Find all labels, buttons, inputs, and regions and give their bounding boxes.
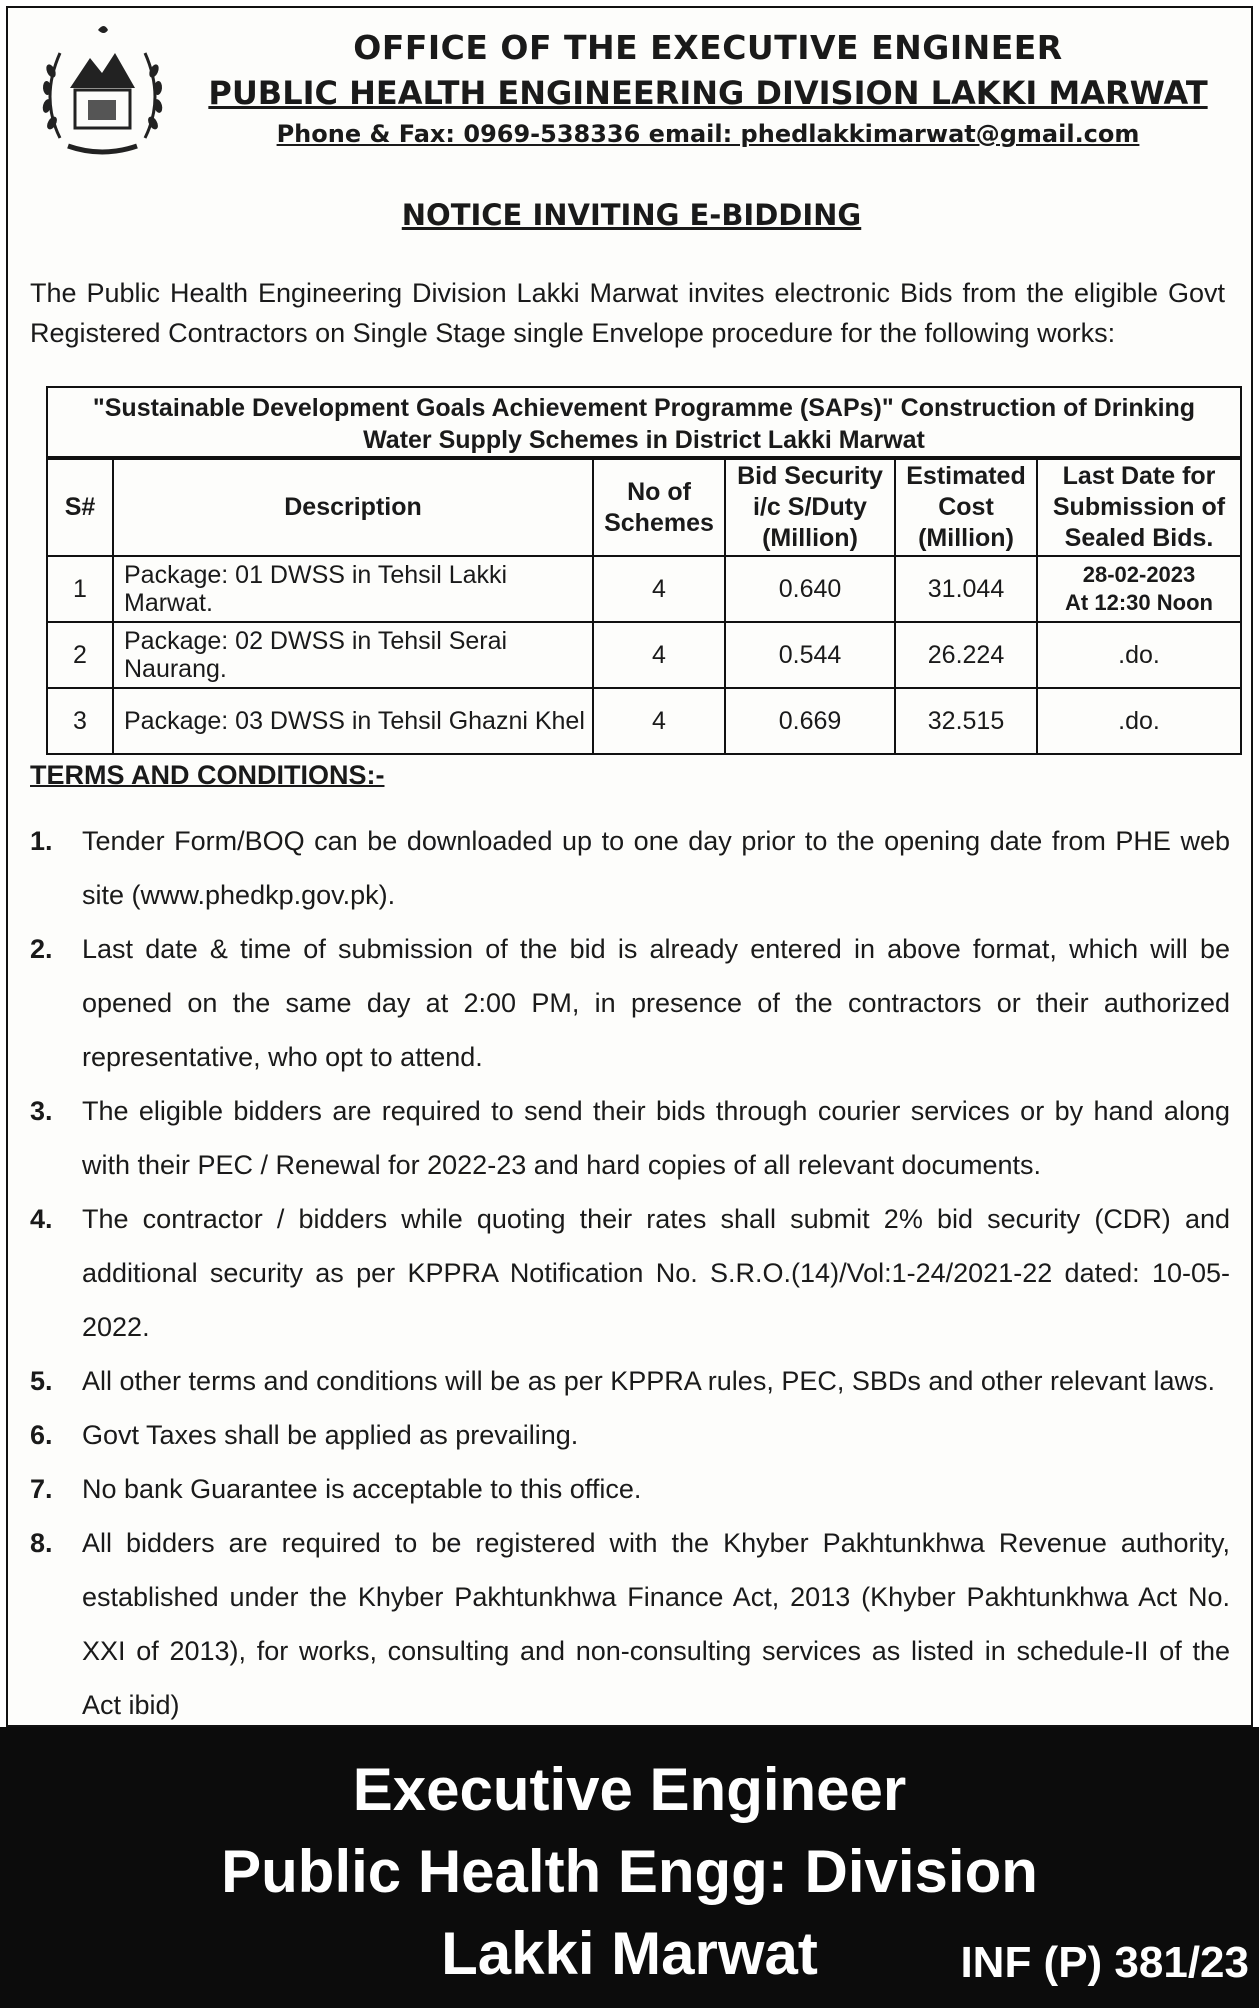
- government-seal-emblem: [30, 18, 175, 168]
- term-text: All bidders are required to be registered with the Khyber Pakhtunkhwa Revenue authority, established under the Khyber Pakhtunkhwa Finance Act, 2013 (Khyber Pakhtunkhwa Act No. XXI of 2013), for works, consulting and non-consulting services as listed in schedule-II of the Act ibid): [82, 1528, 1230, 1720]
- cell-bid-security: 0.640: [725, 556, 895, 622]
- cell-last-date: [1037, 556, 1240, 622]
- table-row: [48, 688, 1240, 753]
- col-header-estimated-cost: Estimated Cost (Million): [895, 459, 1037, 556]
- table-header-row: [48, 459, 1240, 556]
- term-text: Govt Taxes shall be applied as prevailing.: [82, 1420, 579, 1450]
- term-number: 2.: [30, 934, 53, 964]
- table-row: [48, 556, 1240, 622]
- signature-line-3: Lakki Marwat: [441, 1920, 818, 1987]
- cell-estimated-cost: 31.044: [895, 556, 1037, 622]
- notice-page: [6, 6, 1253, 1727]
- term-number: 8.: [30, 1528, 53, 1558]
- cell-bid-security: 0.544: [725, 622, 895, 688]
- term-text: Last date & time of submission of the bid is already entered in above format, which will be opened on the same day at 2:00 PM, in presence of the contractors or their authorized representative, who opt to attend.: [82, 934, 1230, 1072]
- cell-description: Package: 02 DWSS in Tehsil Serai Naurang.: [113, 622, 593, 688]
- col-header-sno: S#: [48, 459, 113, 556]
- cell-description: Package: 03 DWSS in Tehsil Ghazni Khel: [113, 688, 593, 753]
- works-table-caption: "Sustainable Development Goals Achievement Programme (SAPs)" Construction of Drinking Water Supply Schemes in District Lakki Marwat: [48, 388, 1240, 458]
- term-number: 6.: [30, 1420, 53, 1450]
- term-text: All other terms and conditions will be as per KPPRA rules, PEC, SBDs and other relevant laws.: [82, 1366, 1216, 1396]
- col-header-description: Description: [113, 459, 593, 556]
- term-text: The contractor / bidders while quoting their rates shall submit 2% bid security (CDR) and additional security as per KPPRA Notification No. S.R.O.(14)/Vol:1-24/2021-22 dated: 10-05-2022.: [82, 1204, 1230, 1342]
- cell-sno: 1: [48, 556, 113, 622]
- list-item: [30, 1462, 1230, 1516]
- intro-paragraph: The Public Health Engineering Division Lakki Marwat invites electronic Bids from the eligible Govt Registered Contractors on Single Stage single Envelope procedure for the following works:: [30, 278, 1225, 348]
- cell-schemes: 4: [593, 688, 725, 753]
- last-date-value: 28-02-2023: [1082, 562, 1196, 587]
- cell-estimated-cost: 32.515: [895, 688, 1037, 753]
- term-text: Tender Form/BOQ can be downloaded up to one day prior to the opening date from PHE web site (www.phedkp.gov.pk).: [82, 826, 1230, 910]
- col-header-bid-security: Bid Security i/c S/Duty (Million): [725, 459, 895, 556]
- cell-bid-security: 0.669: [725, 688, 895, 753]
- list-item: [30, 922, 1230, 1084]
- signature-line-1: Executive Engineer: [352, 1756, 907, 1823]
- cell-sno: 3: [48, 688, 113, 753]
- cell-last-date: .do.: [1037, 622, 1240, 688]
- inf-reference: INF (P) 381/23: [960, 1938, 1249, 1987]
- list-item: [30, 1084, 1230, 1192]
- signature-line-2: Public Health Engg: Division: [221, 1838, 1038, 1905]
- list-item: [30, 1354, 1230, 1408]
- term-number: 5.: [30, 1366, 53, 1396]
- term-number: 4.: [30, 1204, 53, 1234]
- term-number: 1.: [30, 826, 53, 856]
- list-item: [30, 1408, 1230, 1462]
- term-number: 7.: [30, 1474, 53, 1504]
- list-item: [30, 814, 1230, 922]
- office-title: OFFICE OF THE EXECUTIVE ENGINEER: [353, 28, 1063, 67]
- terms-title: TERMS AND CONDITIONS:-: [30, 760, 385, 790]
- signature-banner: [0, 1727, 1259, 2008]
- works-table-box: [46, 386, 1242, 755]
- division-title: PUBLIC HEALTH ENGINEERING DIVISION LAKKI MARWAT: [208, 74, 1208, 112]
- cell-estimated-cost: 26.224: [895, 622, 1037, 688]
- cell-schemes: 4: [593, 622, 725, 688]
- cell-last-date: .do.: [1037, 688, 1240, 753]
- term-text: The eligible bidders are required to send their bids through courier services or by hand along with their PEC / Renewal for 2022-23 and hard copies of all relevant documents.: [82, 1096, 1230, 1180]
- letterhead: [208, 26, 1208, 152]
- term-text: No bank Guarantee is acceptable to this office.: [82, 1474, 642, 1504]
- contact-line: Phone & Fax: 0969-538336 email: phedlakkimarwat@gmail.com: [276, 120, 1140, 148]
- list-item: [30, 1516, 1230, 1732]
- col-header-last-date: Last Date for Submission of Sealed Bids.: [1037, 459, 1240, 556]
- list-item: [30, 1192, 1230, 1354]
- col-header-schemes: No of Schemes: [593, 459, 725, 556]
- last-time-value: At 12:30 Noon: [1065, 590, 1213, 615]
- cell-sno: 2: [48, 622, 113, 688]
- notice-title: NOTICE INVITING E-BIDDING: [401, 198, 862, 232]
- table-row: [48, 622, 1240, 688]
- terms-list: [30, 814, 1230, 1732]
- term-number: 3.: [30, 1096, 53, 1126]
- cell-description: Package: 01 DWSS in Tehsil Lakki Marwat.: [113, 556, 593, 622]
- cell-schemes: 4: [593, 556, 725, 622]
- works-table: [48, 458, 1240, 753]
